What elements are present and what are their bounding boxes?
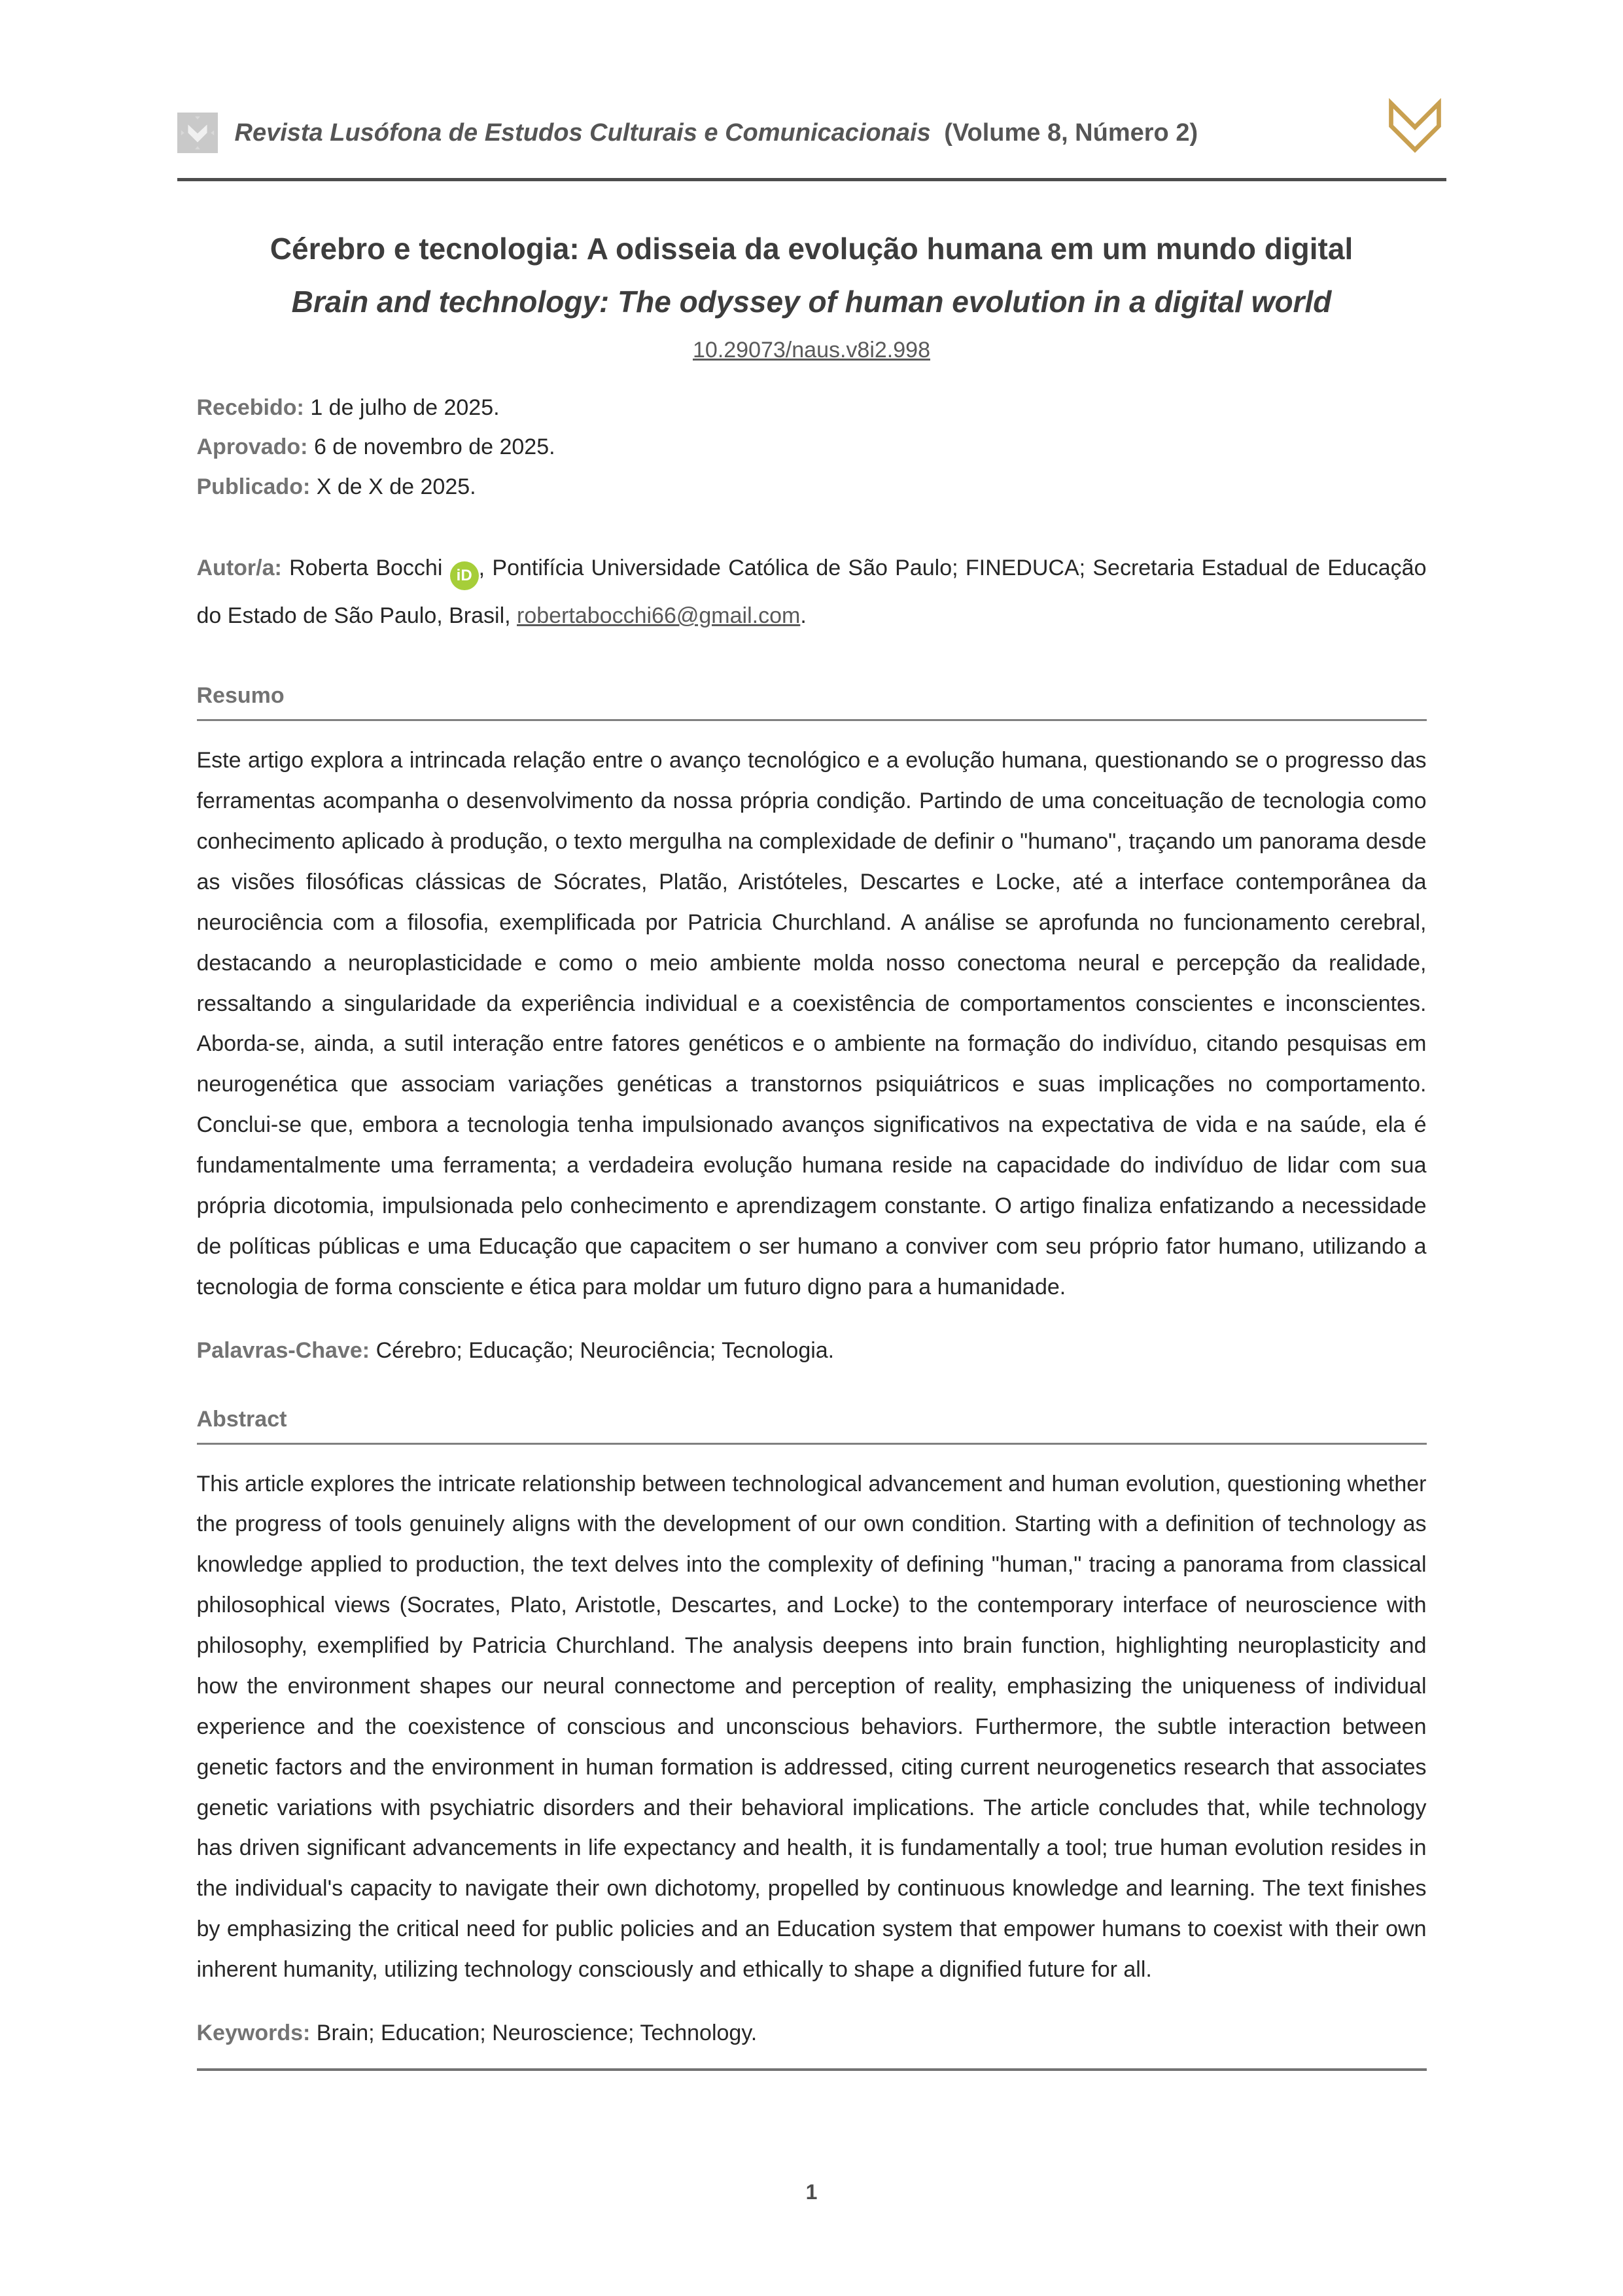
resumo-section xyxy=(197,683,1427,1363)
resumo-divider xyxy=(197,719,1427,721)
author-label: Autor/a: xyxy=(196,556,282,581)
author-affiliation: , Pontifícia Universidade Católica de São Paulo; FINEDUCA; Secretaria Estadual de Educação do Estado de São Paulo, Brasil, xyxy=(196,556,1427,629)
article-content xyxy=(197,226,1427,2071)
received-label: Recebido: xyxy=(196,395,304,420)
author-name: Roberta Bocchi xyxy=(289,556,443,581)
article-title-en: Brain and technology: The odyssey of human evolution in a digital world xyxy=(291,285,1332,319)
abstract-text: This article explores the intricate relationship between technological advancement and human evolution, questioning whether the progress of tools genuinely aligns with the development of our own condition. Starting with a definition of technology as knowledge applied to production, the text delves into the complexity of defining "human," tracing a panorama from classical philosophical views (Socrates, Plato, Aristotle, Descartes, and Locke) to the contemporary interface of neuroscience with philosophy, exemplified by Patricia Churchland. The analysis deepens into brain function, highlighting neuroplasticity and how the environment shapes our neural connectome and perception of reality, emphasizing the uniqueness of individual experience and the coexistence of conscious and unconscious behaviors. Furthermore, the subtle interaction between genetic factors and the environment in human formation is addressed, citing current neurogenetics research that associates genetic variations with psychiatric disorders and their behavioral implications. The article concludes that, while technology has driven significant advancements in life expectancy and health, it is fundamentally a tool; true human evolution resides in the individual's capacity to navigate their own dichotomy, propelled by continuous knowledge and learning. The text finishes by emphasizing the critical need for public policies and an Education system that empower humans to coexist with their own inherent humanity, utilizing technology consciously and ethically to shape a dignified future for all. xyxy=(196,1471,1427,1983)
published-line xyxy=(197,467,1427,507)
article-dates xyxy=(197,388,1427,507)
approved-value: 6 de novembro de 2025. xyxy=(313,434,555,460)
palavras-chave-label: Palavras-Chave: xyxy=(196,1337,370,1363)
article-title-pt: Cérebro e tecnologia: A odisseia da evolução humana em um mundo digital xyxy=(270,232,1353,266)
approved-label: Aprovado: xyxy=(196,434,308,460)
journal-volume: (Volume 8, Número 2) xyxy=(944,118,1198,147)
author-email-link[interactable]: robertabocchi66@gmail.com xyxy=(517,603,801,629)
journal-name: Revista Lusófona de Estudos Culturais e Comunicacionais xyxy=(234,118,931,147)
abstract-section xyxy=(197,1407,1427,2046)
header-divider xyxy=(177,178,1446,181)
journal-header xyxy=(177,97,1446,169)
keywords-label: Keywords: xyxy=(196,2020,311,2045)
received-value: 1 de julho de 2025. xyxy=(310,395,500,420)
move-navigation-icon xyxy=(177,113,218,153)
abstract-divider xyxy=(197,1443,1427,1445)
approved-line xyxy=(197,427,1427,467)
orcid-icon[interactable]: iD xyxy=(450,561,479,590)
palavras-chave-line xyxy=(197,1338,1427,1364)
abstract-heading: Abstract xyxy=(196,1406,287,1432)
journal-header-title xyxy=(235,119,1384,147)
page-footer xyxy=(0,2180,1623,2204)
keywords-values: Brain; Education; Neuroscience; Technology. xyxy=(316,2020,758,2045)
published-value: X de X de 2025. xyxy=(316,474,476,499)
author-line-suffix: . xyxy=(800,603,807,629)
published-label: Publicado: xyxy=(196,474,311,499)
doi-line xyxy=(197,338,1427,363)
received-line xyxy=(197,388,1427,428)
resumo-heading: Resumo xyxy=(196,683,285,709)
resumo-text: Este artigo explora a intrincada relação entre o avanço tecnológico e a evolução humana, questionando se o progresso das ferramentas acompanha o desenvolvimento da nossa própria condição. Partindo de uma conceituação de tecnologia como conhecimento aplicado à produção, o texto mergulha na complexidade de definir o "humano", traçando um panorama desde as visões filosóficas clássicas de Sócrates, Platão, Aristóteles, Descartes e Locke, até a interface contemporânea da neurociência com a filosofia, exemplificada por Patricia Churchland. A análise se aprofunda no funcionamento cerebral, destacando a neuroplasticidade e como o meio ambiente molda nosso conectoma neural e percepção da realidade, ressaltando a singularidade da experiência individual e a coexistência de comportamentos conscientes e inconscientes. Aborda-se, ainda, a sutil interação entre fatores genéticos e o ambiente na formação do indivíduo, citando pesquisas em neurogenética que associam variações genéticas a transtornos psiquiátricos e suas implicações no comportamento. Conclui-se que, embora a tecnologia tenha impulsionado avanços significativos na expectativa de vida e na saúde, ela é fundamentalmente uma ferramenta; a verdadeira evolução humana reside na capacidade do indivíduo de lidar com sua própria dicotomia, impulsionada pelo conhecimento e aprendizagem constante. O artigo finaliza enfatizando a necessidade de políticas públicas e uma Educação que capacitem o ser humano a conviver com seu próprio fator humano, utilizando a tecnologia de forma consciente e ética para moldar um futuro digno para a humanidade. xyxy=(196,748,1427,1299)
footer-divider xyxy=(197,2068,1427,2071)
doi-link[interactable]: 10.29073/naus.v8i2.998 xyxy=(693,337,930,362)
author-line xyxy=(197,544,1427,640)
page-number: 1 xyxy=(805,2180,818,2204)
palavras-chave-values: Cérebro; Educação; Neurociência; Tecnologia. xyxy=(375,1337,835,1363)
gold-chevron-logo-icon xyxy=(1384,97,1446,169)
keywords-line xyxy=(197,2021,1427,2046)
